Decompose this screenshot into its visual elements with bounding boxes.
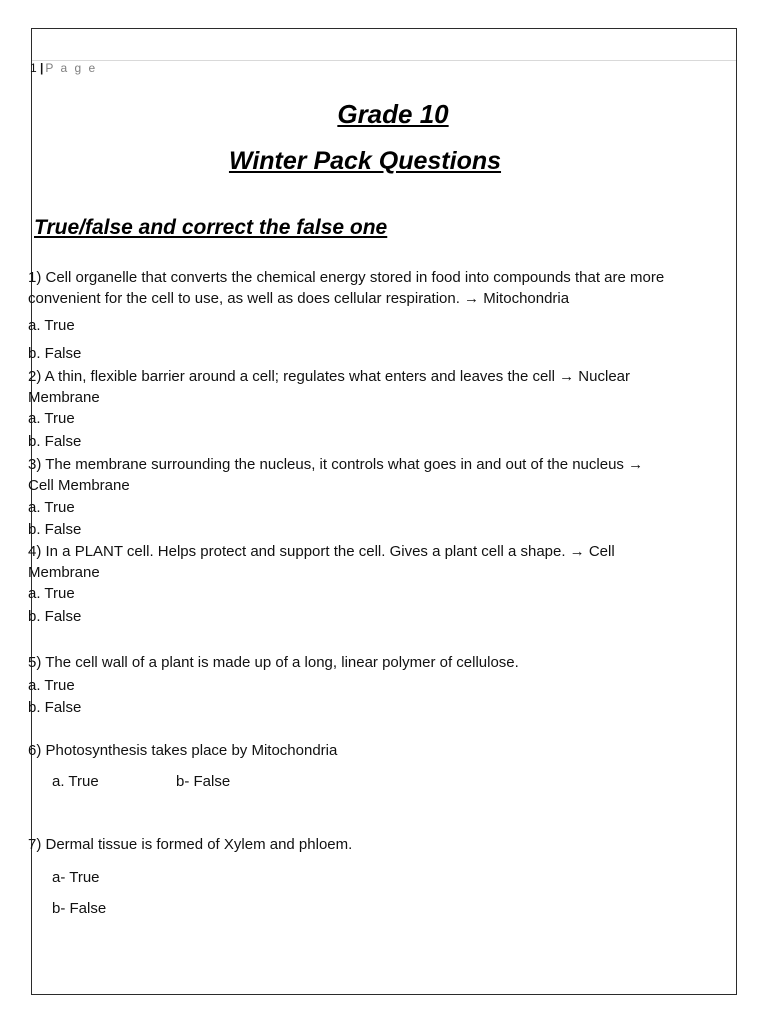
- question-2-text-line-2: Membrane: [28, 389, 100, 406]
- question-5-text-line-1: 5) The cell wall of a plant is made up of a long, linear polymer of cellulose.: [28, 654, 519, 671]
- question-3-text-line-1: 3) The membrane surrounding the nucleus, it controls what goes in and out of the nucleus →: [28, 456, 644, 473]
- header-divider: [32, 60, 736, 61]
- page-number-separator: |: [40, 61, 44, 75]
- question-1-text-line-2: convenient for the cell to use, as well as does cellular respiration. → Mitochondria: [28, 290, 570, 307]
- question-7-option-b: b- False: [52, 900, 107, 917]
- question-3-option-a: a. True: [28, 499, 75, 516]
- question-4-option-a: a. True: [28, 585, 75, 602]
- page-number: [30, 61, 97, 75]
- question-4-text-line-2: Membrane: [28, 564, 100, 581]
- document-page: [28, 28, 737, 995]
- question-7-option-a: a- True: [52, 869, 100, 886]
- question-1-option-b: b. False: [28, 345, 82, 362]
- question-4-text-line-1: 4) In a PLANT cell. Helps protect and support the cell. Gives a plant cell a shape. → Cell: [28, 543, 615, 560]
- grade-title: Grade 10: [337, 99, 449, 129]
- question-4-option-b: b. False: [28, 608, 82, 625]
- section-heading: True/false and correct the false one: [34, 216, 388, 239]
- question-2-option-b: b. False: [28, 433, 82, 450]
- question-6-text-line-1: 6) Photosynthesis takes place by Mitochondria: [28, 742, 338, 759]
- page-number-value: 1: [30, 61, 37, 75]
- question-6-option-b: b- False: [176, 773, 231, 790]
- question-1-text-line-1: 1) Cell organelle that converts the chemical energy stored in food into compounds that are more: [28, 269, 665, 286]
- pack-title: Winter Pack Questions: [228, 147, 502, 175]
- question-2-text-line-1: 2) A thin, flexible barrier around a cell; regulates what enters and leaves the cell → Nuclear: [28, 368, 630, 385]
- question-1-option-a: a. True: [28, 317, 75, 334]
- question-3-option-b: b. False: [28, 521, 82, 538]
- question-7-text-line-1: 7) Dermal tissue is formed of Xylem and phloem.: [28, 836, 353, 853]
- question-5-option-b: b. False: [28, 699, 82, 716]
- question-5-option-a: a. True: [28, 677, 75, 694]
- question-2-option-a: a. True: [28, 410, 75, 427]
- page-number-label: P a g e: [45, 61, 98, 75]
- question-6-option-a: a. True: [52, 773, 99, 790]
- question-3-text-line-2: Cell Membrane: [28, 477, 130, 494]
